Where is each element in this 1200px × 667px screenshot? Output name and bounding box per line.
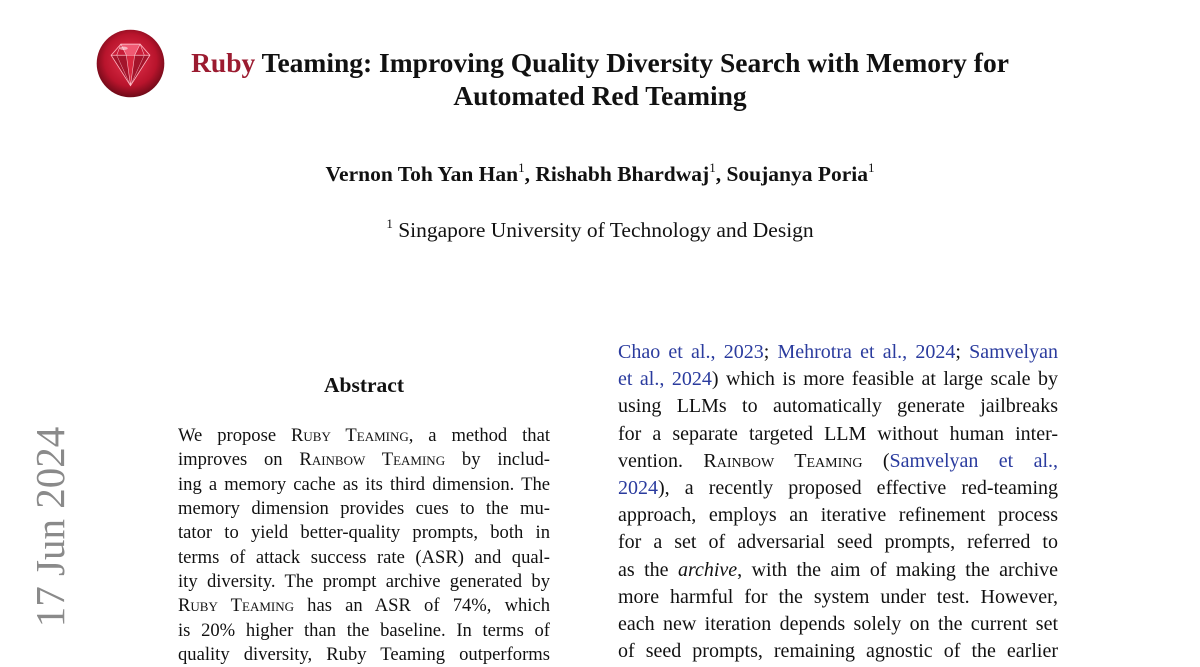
- intro-line: using LLMs to automatically generate jailbreaks: [618, 395, 1058, 418]
- archive-term: archive: [677, 558, 738, 581]
- author-affil-mark: 1: [709, 160, 716, 175]
- author-affil-mark: 1: [518, 160, 525, 175]
- intro-text: ) which is more feasible at large scale by: [711, 368, 1058, 391]
- intro-line: approach, employs an iterative refinement process: [618, 504, 1058, 527]
- abstract-text: by includ-: [445, 449, 550, 471]
- citation-link[interactable]: Samvelyan: [969, 341, 1058, 363]
- intro-line: [618, 448, 1058, 475]
- abstract-line: terms of attack success rate (ASR) and qual-: [178, 546, 550, 568]
- intro-line: more harmful for the system under test. However,: [618, 585, 1058, 608]
- author-name: Soujanya Poria: [726, 162, 869, 186]
- author-name: Vernon Toh Yan Han: [325, 162, 519, 186]
- intro-line: [618, 366, 1058, 393]
- abstract-heading: Abstract: [323, 373, 404, 397]
- affiliation-text: Singapore University of Technology and Design: [398, 218, 814, 242]
- abstract-line: ity diversity. The prompt archive generated by: [178, 571, 550, 593]
- abstract-line: [178, 448, 550, 472]
- intro-text: ), a recently proposed effective red-teaming: [658, 477, 1058, 500]
- method-name-rainbow: Rainbow Teaming: [299, 449, 446, 471]
- author-affil-mark: 1: [868, 160, 875, 175]
- method-name-rainbow: Rainbow Teaming: [703, 449, 863, 472]
- title-ruby-word: Ruby: [191, 47, 256, 78]
- abstract-line: is 20% higher than the baseline. In terms of: [178, 619, 550, 641]
- title-line-1-rest: Teaming: Improving Quality Diversity Search with Memory for: [255, 47, 1009, 78]
- abstract-body: [178, 424, 550, 667]
- intro-line: each new iteration depends solely on the current set: [618, 613, 1058, 636]
- intro-text: ;: [955, 341, 970, 363]
- author-list: Vernon Toh Yan Han$^1$, Rishabh Bhardwaj$^1$, Soujanya Poria$^1$: [325, 160, 875, 186]
- abstract-text: has an ASR of 74%, which: [294, 595, 551, 617]
- intro-line: [618, 339, 1058, 366]
- citation-link[interactable]: Samvelyan et al.,: [889, 449, 1059, 472]
- abstract-line: quality diversity, Ruby Teaming outperforms: [178, 644, 550, 666]
- affiliation-mark: 1: [386, 216, 393, 231]
- abstract-line: [178, 424, 550, 448]
- intro-text: ;: [763, 341, 778, 363]
- arxiv-date-stamp: 17 Jun 2024: [27, 426, 73, 628]
- abstract-text: improves on: [178, 449, 300, 471]
- affiliation: [0, 218, 1200, 243]
- intro-line: [618, 475, 1058, 502]
- title-line-1: [130, 46, 1070, 79]
- intro-text: , with the aim of making the archive: [737, 558, 1059, 581]
- intro-line: of seed prompts, remaining agnostic of the earlier: [618, 640, 1058, 663]
- method-name-ruby: Ruby Teaming: [178, 595, 295, 617]
- intro-line: for a separate targeted LLM without human inter-: [618, 422, 1058, 445]
- intro-line: [618, 557, 1058, 584]
- intro-line: for a set of adversarial seed prompts, referred to: [618, 531, 1058, 554]
- abstract-line: tator to yield better-quality prompts, both in: [178, 522, 550, 544]
- abstract-line: ing a memory cache as its third dimension. The: [178, 473, 550, 495]
- citation-link[interactable]: Chao et al., 2023: [618, 341, 764, 363]
- intro-body: [618, 339, 1058, 665]
- intro-text: vention.: [618, 449, 704, 472]
- paper-title: [130, 46, 1070, 112]
- abstract-text: , a method that: [408, 425, 550, 446]
- abstract-text: We propose: [178, 425, 291, 446]
- author-name: Rishabh Bhardwaj: [535, 162, 710, 186]
- title-line-2: Automated Red Teaming: [453, 80, 747, 111]
- citation-link[interactable]: et al., 2024: [618, 368, 712, 391]
- citation-link[interactable]: 2024: [618, 477, 658, 500]
- method-name-ruby: Ruby Teaming: [290, 425, 409, 446]
- citation-link[interactable]: Mehrotra et al., 2024: [777, 341, 956, 363]
- abstract-line: memory dimension provides cues to the mu-: [178, 498, 550, 520]
- intro-text: (: [862, 449, 890, 472]
- abstract-line: [178, 594, 550, 618]
- intro-text: as the: [618, 558, 678, 581]
